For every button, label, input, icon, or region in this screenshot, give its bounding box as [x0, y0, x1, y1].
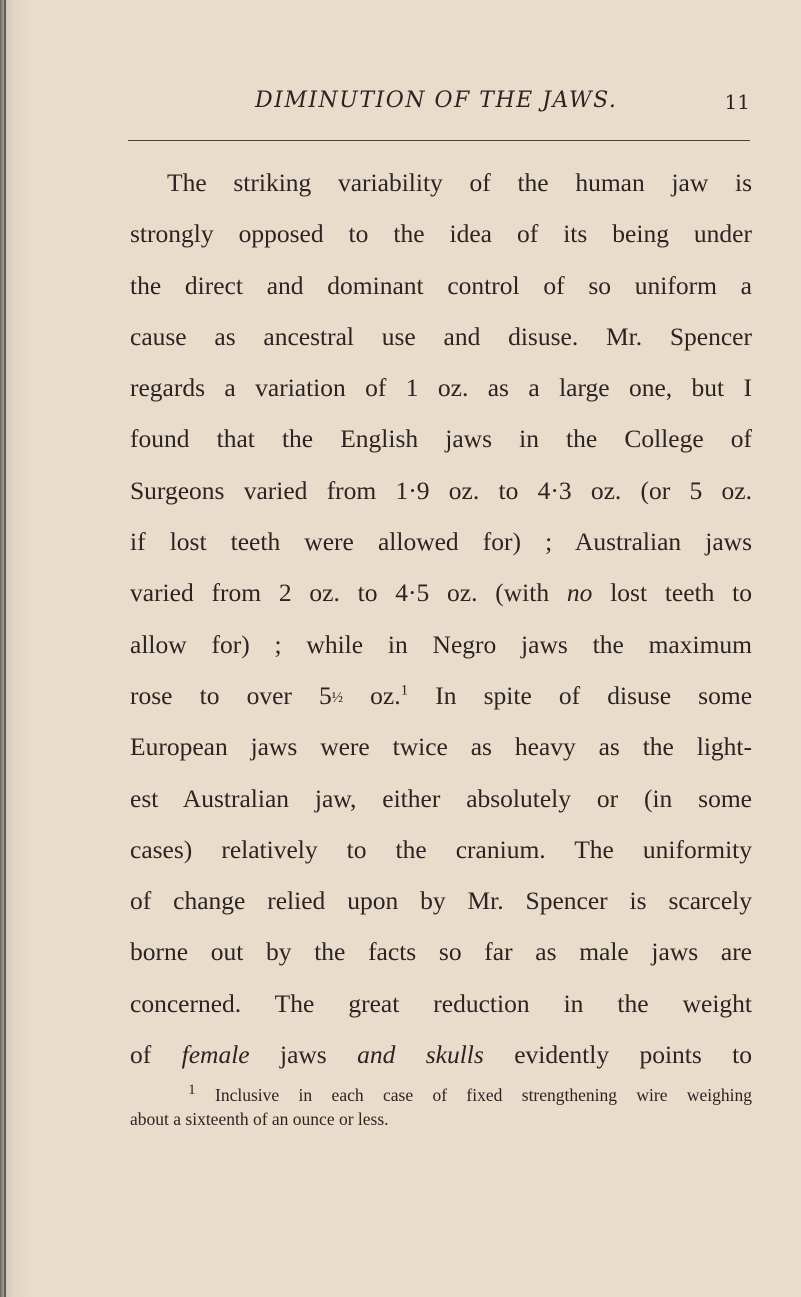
text-line: found that the English jaws in the College of: [130, 424, 752, 454]
text-span: varied from 2 oz. to 4·5 oz. (with: [130, 578, 550, 608]
text-line: European jaws were twice as heavy as the light-: [130, 732, 752, 762]
text-span: evidently points to: [514, 1040, 753, 1070]
text-span: lost teeth to: [610, 578, 753, 608]
text-line: Surgeons varied from 1·9 oz. to 4·3 oz. (or 5 oz.: [130, 475, 752, 505]
page-number: 11: [724, 90, 750, 114]
text-line: if lost teeth were allowed for) ; Australian jaws: [130, 527, 752, 557]
text-span: jaws: [279, 1040, 327, 1070]
text-span: of: [130, 1040, 152, 1070]
body-paragraph: [130, 163, 752, 1086]
text-line: regards a variation of 1 oz. as a large one, but I: [130, 373, 752, 403]
text-line: [130, 573, 752, 624]
text-line: The striking variability of the human jaw is: [167, 168, 752, 197]
italic-word: no: [566, 578, 593, 608]
text-line: concerned. The great reduction in the weight: [130, 988, 752, 1018]
text-span: rose to over 5: [130, 680, 332, 710]
text-line: borne out by the facts so far as male jaws are: [130, 937, 752, 967]
footnote-line: [130, 1083, 752, 1107]
italic-word: female: [181, 1040, 250, 1070]
text-span: In spite of disuse some: [435, 680, 753, 710]
text-line: of change relied upon by Mr. Spencer is scarcely: [130, 886, 752, 916]
fraction-half: ½: [331, 689, 344, 706]
text-line: allow for) ; while in Negro jaws the maximum: [130, 629, 752, 659]
text-line: cause as ancestral use and disuse. Mr. Spencer: [130, 321, 752, 351]
text-line: cases) relatively to the cranium. The uniformity: [130, 834, 752, 864]
footnote-text: Inclusive in each case of fixed strengthening wire weighing: [215, 1085, 753, 1105]
text-line: strongly opposed to the idea of its being under: [130, 219, 752, 249]
text-line: [130, 1035, 752, 1086]
text-line: est Australian jaw, either absolutely or (in some: [130, 783, 752, 813]
running-title: DIMINUTION OF THE JAWS.: [255, 88, 618, 113]
text-span: oz.: [370, 680, 401, 710]
footnote: [130, 1083, 752, 1131]
footnote-line: about a sixteenth of an ounce or less.: [130, 1109, 389, 1129]
footnote-marker: 1: [188, 1082, 196, 1099]
header-rule: [128, 140, 750, 141]
footnote-reference: 1: [400, 682, 409, 699]
page-header: [130, 88, 750, 128]
book-gutter-line: [4, 0, 6, 1297]
text-line: [130, 676, 752, 727]
text-line: the direct and dominant control of so uniform a: [130, 270, 752, 300]
italic-phrase: and skulls: [357, 1040, 484, 1070]
